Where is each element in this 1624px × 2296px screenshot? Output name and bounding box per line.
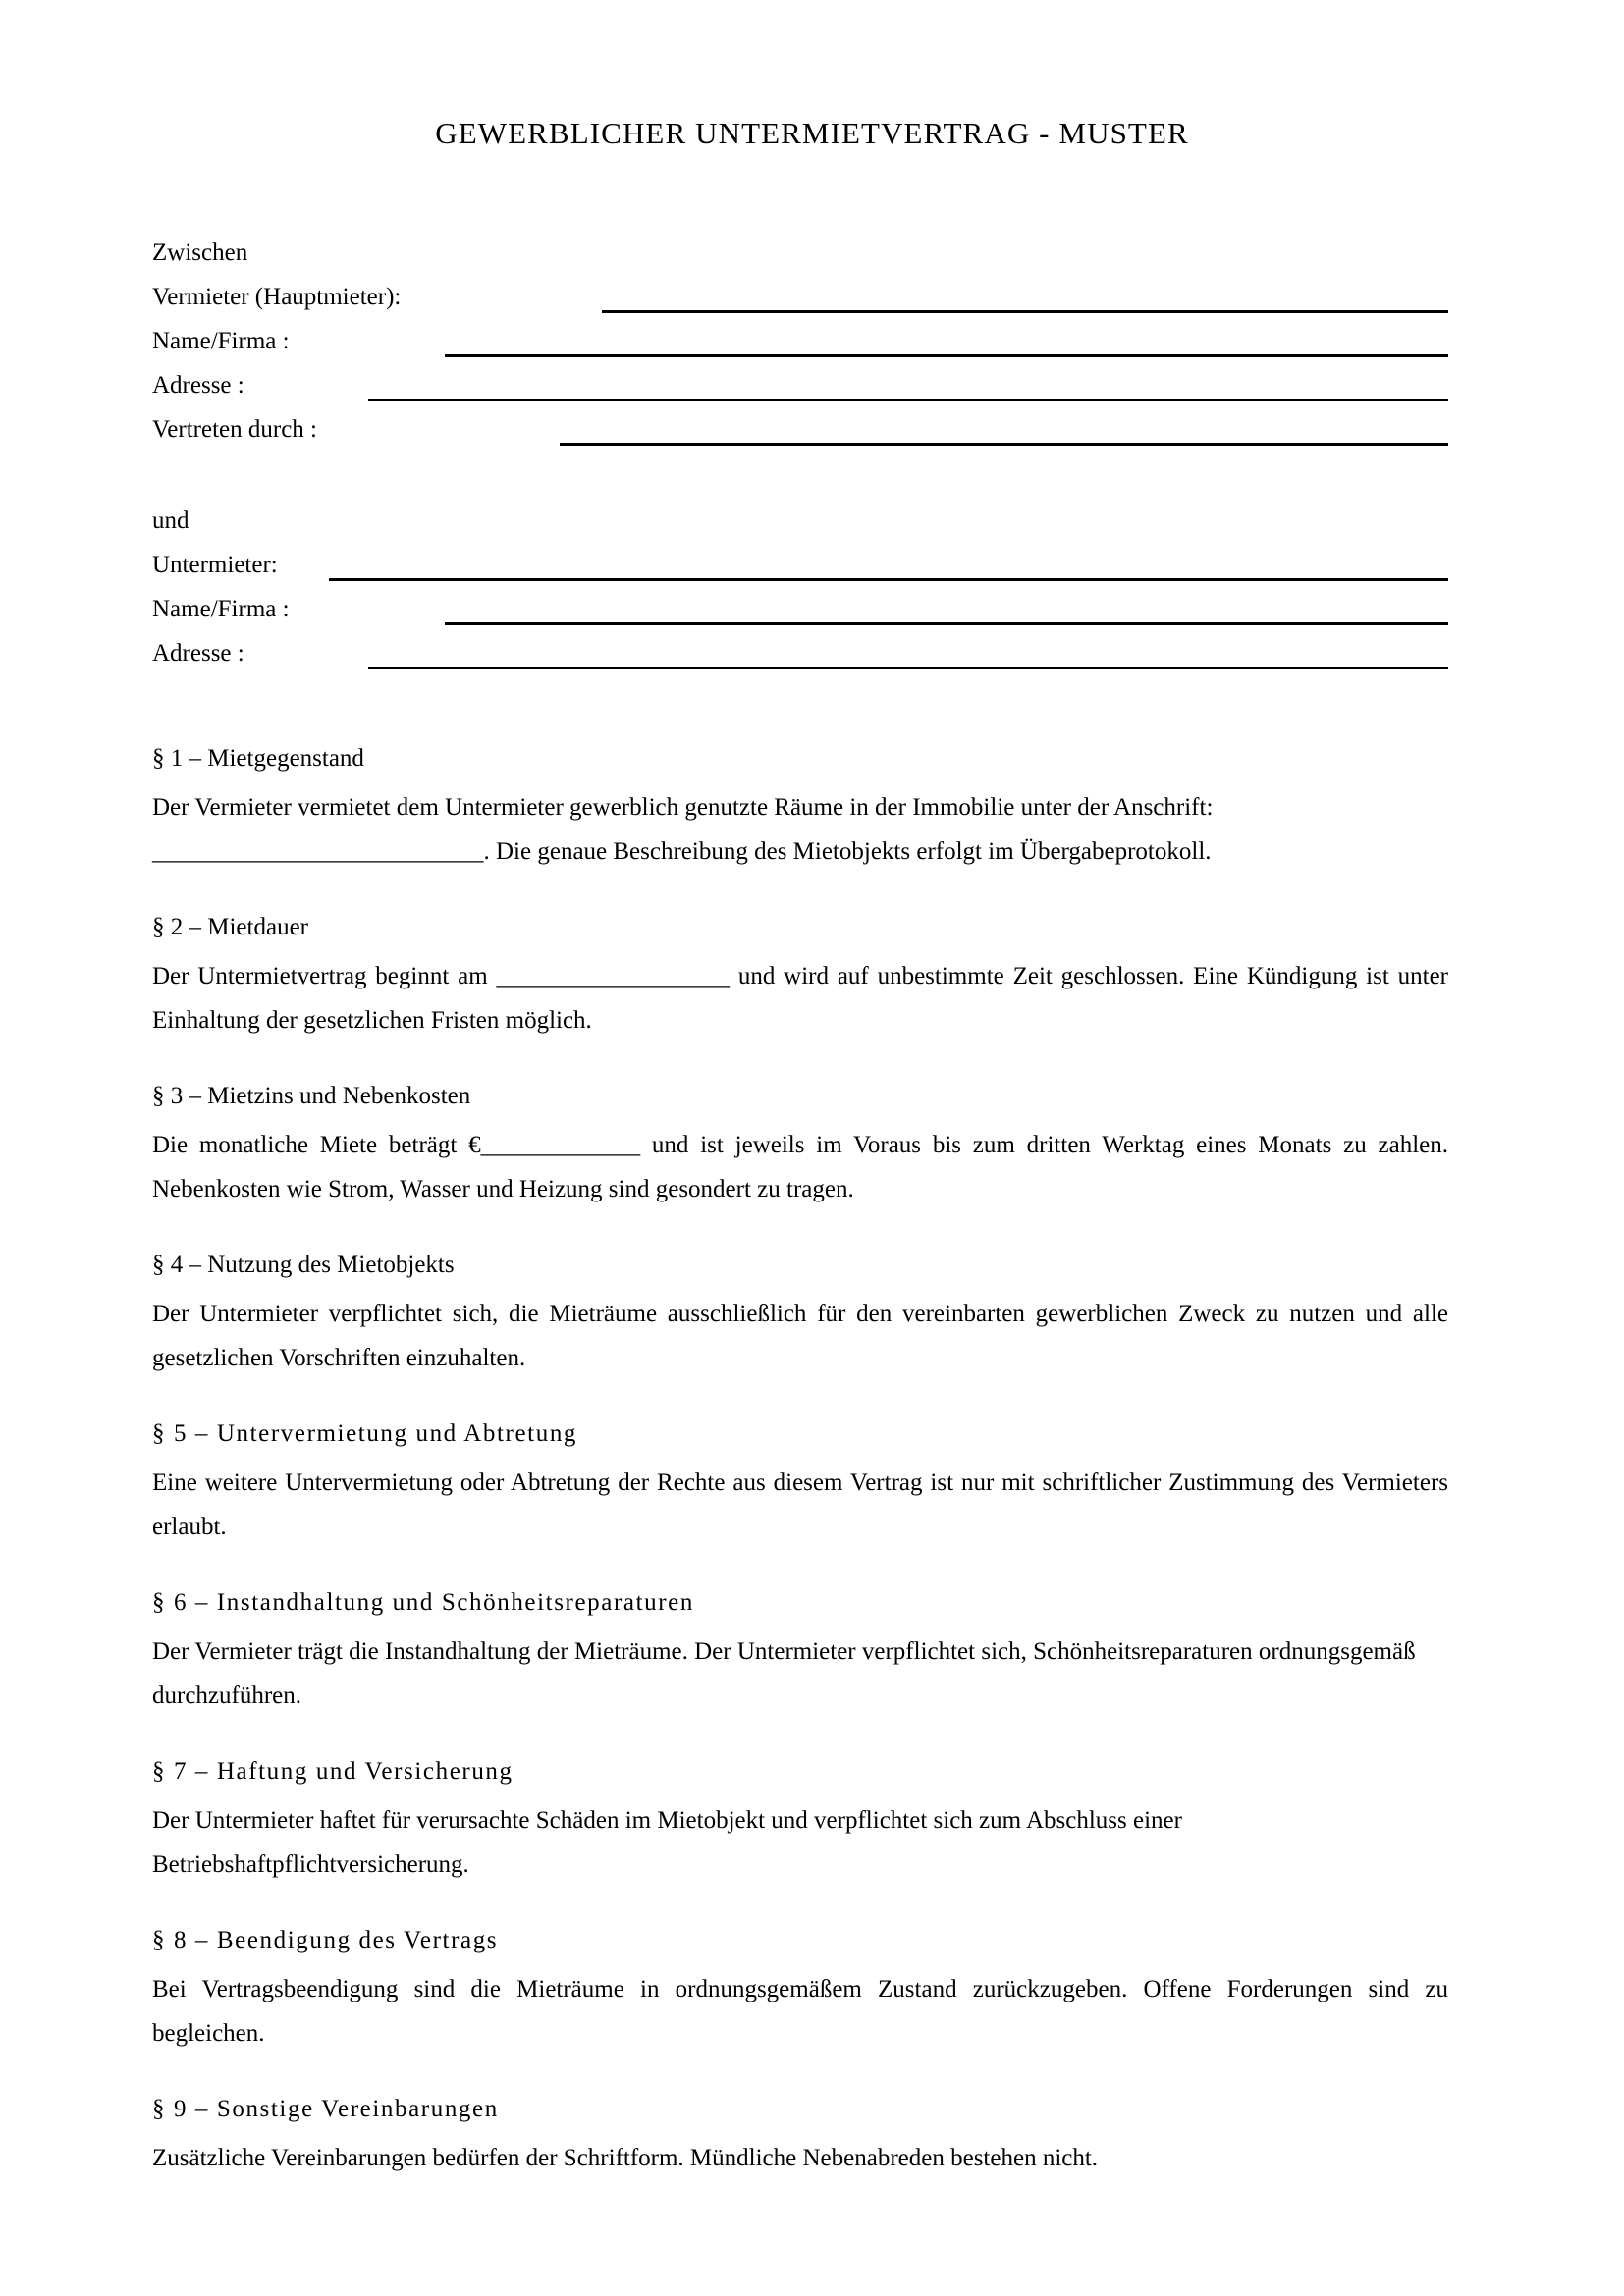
section-heading: § 5 – Untervermietung und Abtretung (152, 1420, 578, 1447)
section-7 (152, 1753, 1448, 1887)
field-subtenant-address (152, 631, 1448, 675)
field-landlord-address (152, 363, 1448, 407)
field-landlord-name (152, 319, 1448, 363)
document-body (152, 231, 1448, 2180)
write-in-rule[interactable] (602, 310, 1448, 313)
write-in-rule[interactable] (329, 578, 1448, 581)
write-in-blank[interactable]: _____________ (480, 1132, 641, 1158)
section-5 (152, 1415, 1448, 1549)
section-heading: § 1 – Mietgegenstand (152, 745, 364, 772)
section-8 (152, 1922, 1448, 2056)
section-body: Zusätzliche Vereinbarungen bedürfen der Schriftform. Mündliche Nebenabreden bestehen nicht. (152, 2145, 1099, 2171)
page-title: GEWERBLICHER UNTERMIETVERTRAG - MUSTER (435, 116, 1189, 150)
section-heading: § 8 – Beendigung des Vertrags (152, 1927, 499, 1953)
field-label: Untermieter: (152, 552, 278, 578)
write-in-rule[interactable] (445, 354, 1448, 357)
section-body: Der Untermieter haftet für verursachte Schäden im Mietobjekt und verpflichtet sich zum Abschluss einer Betriebshaftpflichtversicherung. (152, 1807, 1182, 1878)
field-subtenant-role (152, 543, 1448, 587)
write-in-rule[interactable] (445, 622, 1448, 625)
section-body: Der Untermieter verpflichtet sich, die Mieträume ausschließlich für den vereinbarten gewerblichen Zweck zu nutzen und alle gesetzlichen Vorschriften einzuhalten. (152, 1301, 1448, 1371)
section-body: Der Vermieter trägt die Instandhaltung der Mieträume. Der Untermieter verpflichtet sich, Schönheitsreparaturen ordnungsgemäß durchzuführen. (152, 1638, 1416, 1709)
write-in-rule[interactable] (368, 667, 1448, 669)
section-heading: § 3 – Mietzins und Nebenkosten (152, 1083, 471, 1109)
section-heading: § 2 – Mietdauer (152, 914, 308, 940)
section-body (152, 785, 1448, 874)
section-heading: § 6 – Instandhaltung und Schönheitsreparaturen (152, 1589, 694, 1616)
spacer (152, 675, 1448, 705)
intro-label: Zwischen (152, 240, 248, 266)
section-text: und ist jeweils im Voraus bis zum dritten Werktag eines Monats zu zahlen. Nebenkosten wie Strom, Wasser und Heizung sind gesondert zu tragen. (152, 1132, 1449, 1202)
section-4 (152, 1247, 1448, 1380)
section-heading: § 4 – Nutzung des Mietobjekts (152, 1252, 455, 1278)
write-in-blank[interactable]: ___________________ (496, 963, 730, 989)
section-heading: § 9 – Sonstige Vereinbarungen (152, 2096, 499, 2122)
field-label: Vermieter (Hauptmieter): (152, 284, 402, 310)
section-3 (152, 1078, 1448, 1211)
field-subtenant-name (152, 587, 1448, 631)
section-body: Eine weitere Untervermietung oder Abtretung der Rechte aus diesem Vertrag ist nur mit schriftlicher Zustimmung des Vermieters erlaubt. (152, 1469, 1448, 1540)
field-landlord-role (152, 275, 1448, 319)
field-landlord-represented-by (152, 407, 1448, 452)
field-label: Name/Firma : (152, 596, 290, 622)
write-in-rule[interactable] (560, 443, 1448, 446)
field-label: Vertreten durch : (152, 416, 317, 443)
section-text: . Die genaue Beschreibung des Mietobjekts erfolgt im Übergabeprotokoll. (483, 838, 1212, 865)
section-text: und wird auf unbestimmte Zeit geschlossen. Eine Kündigung ist unter Einhaltung der gesetzlichen Fristen möglich. (152, 963, 1448, 1034)
section-1 (152, 740, 1448, 874)
field-label: Adresse : (152, 640, 244, 667)
section-body: Bei Vertragsbeendigung sind die Mieträume in ordnungsgemäßem Zustand zurückzugeben. Offene Forderungen sind zu begleichen. (152, 1976, 1448, 2047)
section-body (152, 1123, 1448, 1211)
spacer (152, 452, 1448, 499)
field-label: Name/Firma : (152, 328, 290, 354)
section-6 (152, 1584, 1448, 1718)
write-in-rule[interactable] (368, 399, 1448, 401)
section-body (152, 954, 1448, 1042)
section-9 (152, 2091, 1448, 2180)
section-text: Der Untermietvertrag beginnt am (152, 963, 497, 989)
section-heading: § 7 – Haftung und Versicherung (152, 1758, 514, 1785)
field-label: Adresse : (152, 372, 244, 399)
section-text: Die monatliche Miete beträgt € (152, 1132, 481, 1158)
section-text: Der Vermieter vermietet dem Untermieter gewerblich genutzte Räume in der Immobilie unter der Anschrift: (152, 794, 1214, 821)
write-in-blank[interactable]: ___________________________ (152, 838, 484, 865)
section-2 (152, 909, 1448, 1042)
connector-label: und (152, 507, 189, 534)
